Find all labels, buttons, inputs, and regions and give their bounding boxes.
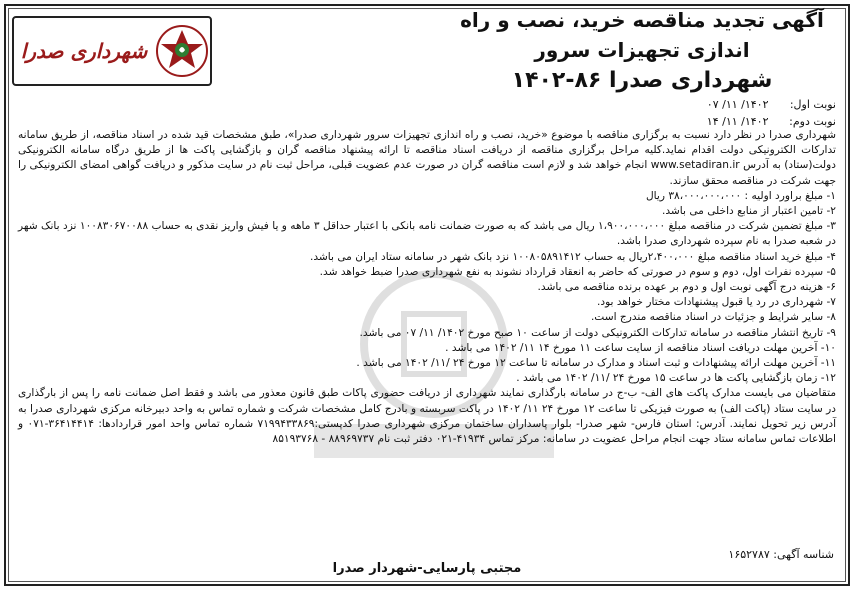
list-item: ۸- سایر شرایط و جزئیات در اسناد مناقصه مندرج است.: [590, 311, 836, 324]
list-item: ۹- تاریخ انتشار مناقصه در سامانه تدارکات الکترونیکی دولت از ساعت ۱۰ صبح مورخ ۱۴۰۲/ ۱۱/ ۰۷ می باشد.: [359, 326, 836, 339]
intro-paragraph: شهرداری صدرا در نظر دارد نسبت به برگزاری مناقصه با موضوع «خرید، نصب و راه اندازی تجهیزات سرور شهرداری صدرا»، طبق مشخصات قید شده در اسناد مناقصه، از طریق سامانه تدارکات الکترونیکی دولت اقدام نماید.کلیه مراحل برگزاری مناقصه از دریافت اسناد مناقصه تا ارائه پیشنهاد مناقصه گران و بازگشایی پاکت ها از طریق درگاه سامانه الکترونیکی دولت(ستاد) به آدرس www.setadiran.ir انجام خواهد شد و لازم است مناقصه گران در صورت عدم عضویت قبلی، مراحل ثبت نام در سایت مذکور و دریافت گواهی امضای الکترونیکی را جهت شرکت در مناقصه محقق سازند.: [18, 129, 836, 187]
list-item: ۵- سپرده نفرات اول، دوم و سوم در صورتی که حاضر به انعقاد قرارداد نشوند به نفع شهرداری صدرا ضبط خواهد شد.: [319, 265, 836, 278]
list-item: ۶- هزینه درج آگهی نوبت اول و دوم بر عهده برنده مناقصه می باشد.: [537, 281, 836, 294]
ad-id: شناسه آگهی: ۱۶۵۲۷۸۷: [728, 548, 834, 561]
first-notice-date: ۱۴۰۲/ ۱۱/ ۰۷: [706, 98, 769, 111]
logo-text: شهرداری صدرا: [20, 39, 148, 63]
list-item: ۲- تامین اعتبار از منابع داخلی می باشد.: [662, 205, 836, 218]
publication-dates: [707, 96, 836, 130]
list-item: ۳- مبلغ تضمین شرکت در مناقصه مبلغ ۱،۹۰۰،۰۰۰،۰۰۰ ریال می باشد که به صورت ضمانت نامه بانکی با اعتبار حداقل ۳ ماهه و یا فیش واریز نقدی به حساب ۱۰۰۸۳۰۶۷۰۰۸۸ نزد بانک شهر در شعبه صدرا به نام سپرده شهرداری صدرا باشد.: [18, 220, 836, 248]
signature: مجتبی پارسایی-شهردار صدرا: [332, 561, 522, 576]
first-notice-label: نوبت اول:: [789, 98, 836, 111]
ad-header: [12, 8, 842, 93]
list-item: ۱- مبلغ براورد اولیه : ۳۸،۰۰۰،۰۰۰،۰۰۰ ریال: [645, 189, 836, 202]
second-notice-label: نوبت دوم:: [789, 115, 836, 128]
ad-body: [18, 128, 836, 447]
ad-subtitle: شهرداری صدرا ۸۶-۱۴۰۲: [511, 68, 773, 93]
list-item: ۱۲- زمان بازگشایی پاکت ها در ساعت ۱۵ مورخ ۲۴ /۱۱/ ۱۴۰۲ می باشد .: [516, 372, 836, 385]
list-item: ۷- شهرداری در رد یا قبول پیشنهادات مختار خواهد بود.: [597, 296, 836, 309]
conditions-list: [18, 189, 836, 387]
second-notice-date: ۱۴۰۲/ ۱۱/ ۱۴: [706, 115, 769, 128]
list-item: ۱۱- آخرین مهلت ارائه پیشنهادات و ثبت اسناد و مدارک در سامانه تا ساعت ۱۲ مورخ ۲۴ /۱۱/ ۱۴۰۲ می باشد .: [356, 357, 836, 370]
title-block: [442, 5, 842, 97]
municipality-emblem-icon: [155, 24, 209, 78]
list-item: ۱۰- آخرین مهلت دریافت اسناد مناقصه از سایت ساعت ۱۱ مورخ ۱۴ ۱۱/ ۱۴۰۲ می باشد .: [445, 341, 836, 354]
ad-title: آگهی تجدید مناقصه خرید، نصب و راه اندازی تجهیزات سرور: [460, 8, 824, 62]
municipality-logo: [12, 16, 212, 86]
first-notice: [707, 96, 836, 113]
newspaper-ad: [4, 4, 850, 586]
closing-paragraph: متقاضیان می بایست مدارک پاکت های الف- ب-ج در سامانه بارگذاری نمایند شهرداری از دریافت حضوری پاکات طبق قانون معذور می باشد و فقط اصل ضمانت نامه را پس از بارگذاری در سایت ستاد (پاکت الف) به صورت فیزیکی تا ساعت ۱۲ مورخ ۲۴ ۱۱/ ۱۴۰۲ در پاکت سربسته و بادرج کامل مشخصات شرکت و شماره تماس به واحد دبیرخانه مرکزی شهرداری صدرا به آدرس زیر تحویل نمایند. آدرس: استان فارس- شهر صدرا- بلوار پاسداران ساختمان مرکزی شهرداری صدرا کدپستی:۷۱۹۹۴۳۳۸۶۹ شماره تماس واحد امور قراردادها: ۳۶۴۱۴۴۱۴-۰۷۱ و اطلاعات تماس سامانه ستاد جهت انجام مراحل عضویت در سامانه: مرکز تماس ۴۱۹۳۴-۰۲۱ دفتر ثبت نام ۸۸۹۶۹۷۳۷ - ۸۵۱۹۳۷۶۸: [18, 387, 837, 446]
list-item: ۴- مبلغ خرید اسناد مناقصه مبلغ ۲،۴۰۰،۰۰۰ریال به حساب ۱۰۰۸۰۵۸۹۱۴۱۲ نزد بانک شهر در سامانه ستاد ایران می باشد.: [309, 250, 836, 263]
